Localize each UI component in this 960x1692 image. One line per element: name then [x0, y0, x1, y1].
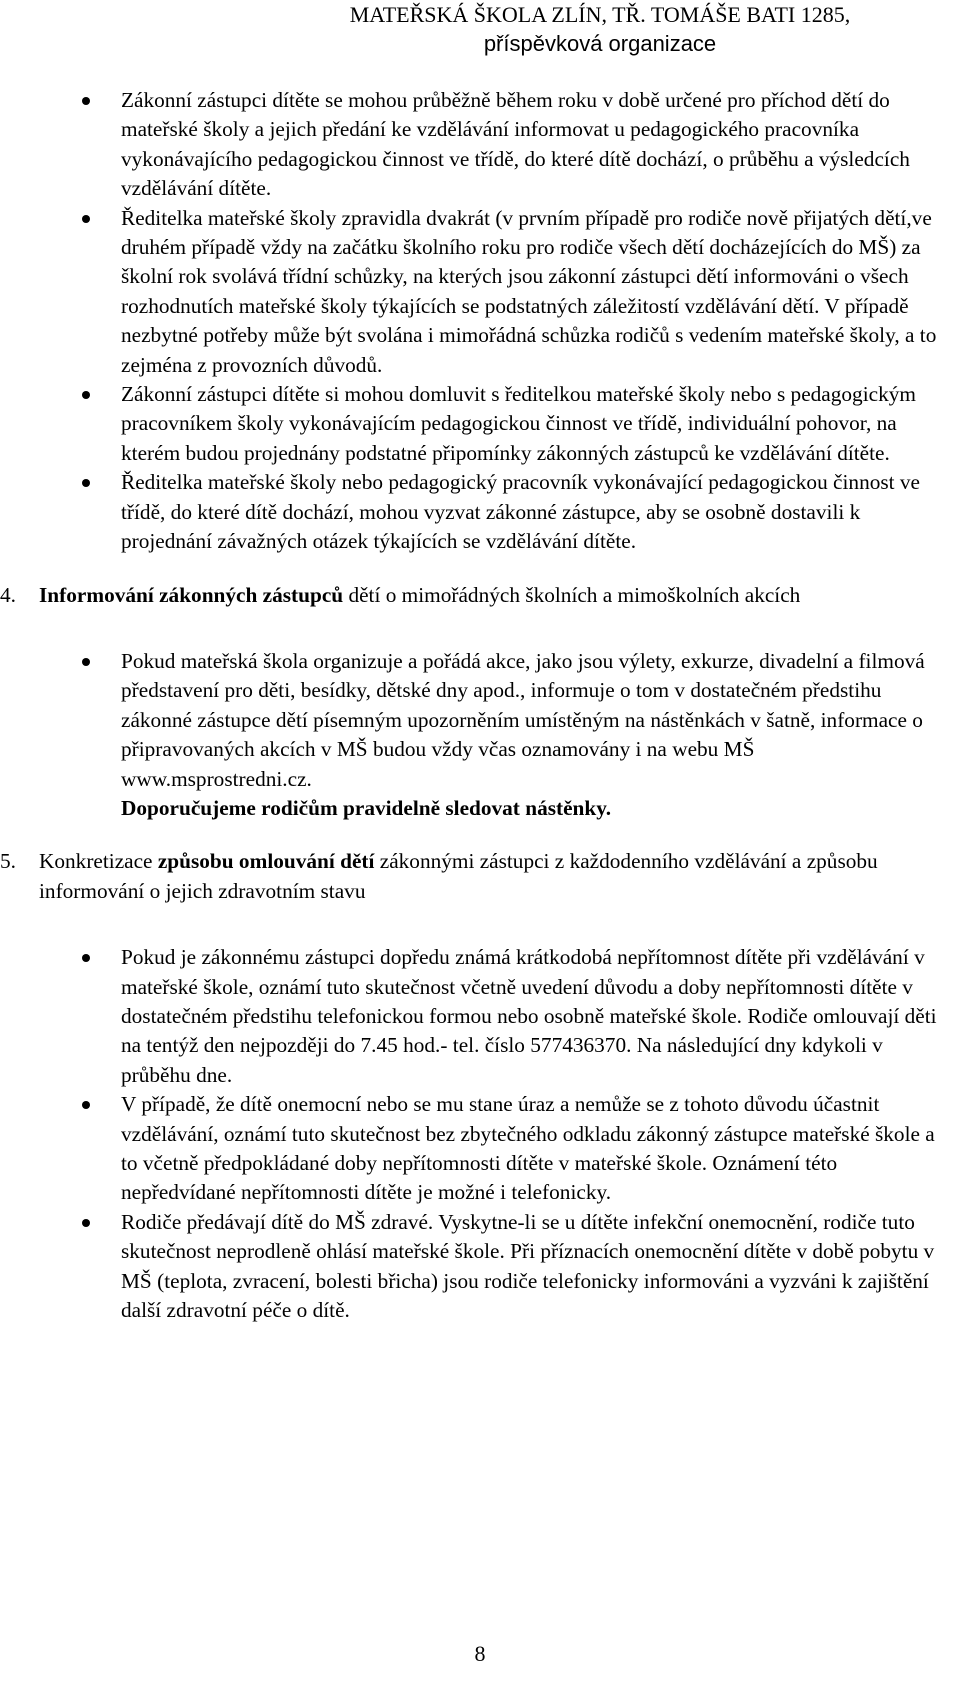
bullet-list-top: [0, 86, 960, 557]
bullet-icon: [82, 479, 90, 487]
list-item-text: Zákonní zástupci dítěte si mohou domluvit s ředitelkou mateřské školy nebo s pedagogickým pracovníkem školy vykonávajícím pedagogickou činnost ve třídě, individuální pohovor, na kterém budou projednány podstatné připomínky zákonných zástupců ke vzdělávání dítěte.: [121, 382, 916, 465]
section-title-rest: dětí o mimořádných školních a mimoškolních akcích: [343, 582, 801, 607]
list-item: [0, 1208, 960, 1326]
list-item: [0, 86, 960, 204]
list-item: [0, 1090, 960, 1208]
bullet-icon: [82, 215, 90, 223]
header-organization-type: příspěvková organizace: [483, 31, 717, 56]
list-item-text: Zákonní zástupci dítěte se mohou průběžně během roku v době určené pro příchod dětí do mateřské školy a jejich předání ke vzdělávání informovat u pedagogického pracovníka vykonávajícího pedagogickou činnost ve třídě, do které dítě dochází, o průběhu a výsledcích vzdělávání dítěte.: [121, 88, 910, 201]
list-item: [0, 468, 960, 556]
section-4-heading: [0, 581, 960, 610]
list-item: [0, 943, 960, 1090]
page-number: 8: [474, 1641, 486, 1666]
list-item: [0, 204, 960, 380]
list-item-text: Ředitelka mateřské školy zpravidla dvakrát (v prvním případě pro rodiče nově přijatých dětí,ve druhém případě vždy na začátku školního roku pro rodiče všech dětí docházejících do MŠ) za školní rok svolává třídní schůzky, na kterých jsou zákonní zástupci dětí informováni o všech rozhodnutích mateřské školy týkajících se podstatných záležitostí vzdělávání dětí. V případě nezbytné potřeby může být svolána i mimořádná schůzka rodičů s vedením mateřské školy, a to zejména z provozních důvodů.: [121, 205, 937, 377]
section-number: 4.: [0, 582, 16, 607]
bullet-icon: [82, 658, 90, 666]
bullet-icon: [82, 97, 90, 105]
bullet-icon: [82, 1219, 90, 1227]
list-item-emphasis: Doporučujeme rodičům pravidelně sledovat nástěnky.: [121, 795, 612, 820]
section-number: 5.: [0, 849, 16, 874]
bullet-list-section-4: [0, 647, 960, 823]
section-5-heading: [0, 847, 960, 906]
section-title-rest: zákonnými zástupci z každodenního vzdělávání a způsobu informování o jejich zdravotním stavu: [39, 849, 878, 903]
list-item-text: Pokud mateřská škola organizuje a pořádá akce, jako jsou výlety, exkurze, divadelní a filmová představení pro děti, besídky, dětské dny apod., informuje o tom v dostatečném předstihu zákonné zástupce dětí písemným upozorněním umístěným na nástěnkách v šatně, informace o připravovaných akcích v MŠ budou vždy včas oznamovány i na webu MŠ www.msprostredni.cz.: [121, 648, 925, 791]
section-title-pre: Konkretizace: [39, 849, 158, 874]
list-item: [0, 380, 960, 468]
list-item-text: V případě, že dítě onemocní nebo se mu stane úraz a nemůže se z tohoto důvodu účastnit vzdělávání, oznámí tuto skutečnost bez zbytečného odkladu zákonný zástupce mateřské škole a to včetně předpokládané doby nepřítomnosti dítěte v mateřské škole. Oznámení této nepředvídané nepřítomnosti dítěte je možné i telefonicky.: [121, 1092, 935, 1205]
header-school-name: MATEŘSKÁ ŠKOLA ZLÍN, TŘ. TOMÁŠE BATI 1285,: [349, 2, 851, 27]
list-item-text: Rodiče předávají dítě do MŠ zdravé. Vyskytne-li se u dítěte infekční onemocnění, rodiče tuto skutečnost neprodleně ohlásí mateřské škole. Při příznacích onemocnění dítěte v době pobytu v MŠ (teplota, zvracení, bolesti břicha) jsou rodiče telefonicky informováni a vyzváni k zajištění další zdravotní péče o dítě.: [121, 1209, 935, 1323]
list-item: [0, 647, 960, 823]
section-title-bold: způsobu omlouvání dětí: [157, 849, 375, 874]
list-item-text: Pokud je zákonnému zástupci dopředu známá krátkodobá nepřítomnost dítěte při vzdělávání v mateřské škole, oznámí tuto skutečnost včetně uvedení důvodu a doby nepřítomnosti dítěte v dostatečném předstihu telefonickou formou nebo osobně mateřské škole. Rodiče omlouvají děti na tentýž den nejpozději do 7.45 hod.- tel. číslo 577436370. Na následující dny kdykoli v průběhu dne.: [121, 945, 937, 1087]
bullet-icon: [82, 391, 90, 399]
list-item-text: Ředitelka mateřské školy nebo pedagogický pracovník vykonávající pedagogickou činnost ve třídě, do které dítě dochází, mohou vyzvat zákonné zástupce, aby se osobně dostavili k projednání závažných otázek týkajících se vzdělávání dítěte.: [121, 470, 920, 554]
bullet-icon: [82, 954, 90, 962]
document-body: [0, 86, 960, 1325]
bullet-icon: [82, 1101, 90, 1109]
section-title-bold: Informování zákonných zástupců: [39, 582, 344, 607]
page-header: [300, 0, 900, 58]
bullet-list-section-5: [0, 943, 960, 1325]
